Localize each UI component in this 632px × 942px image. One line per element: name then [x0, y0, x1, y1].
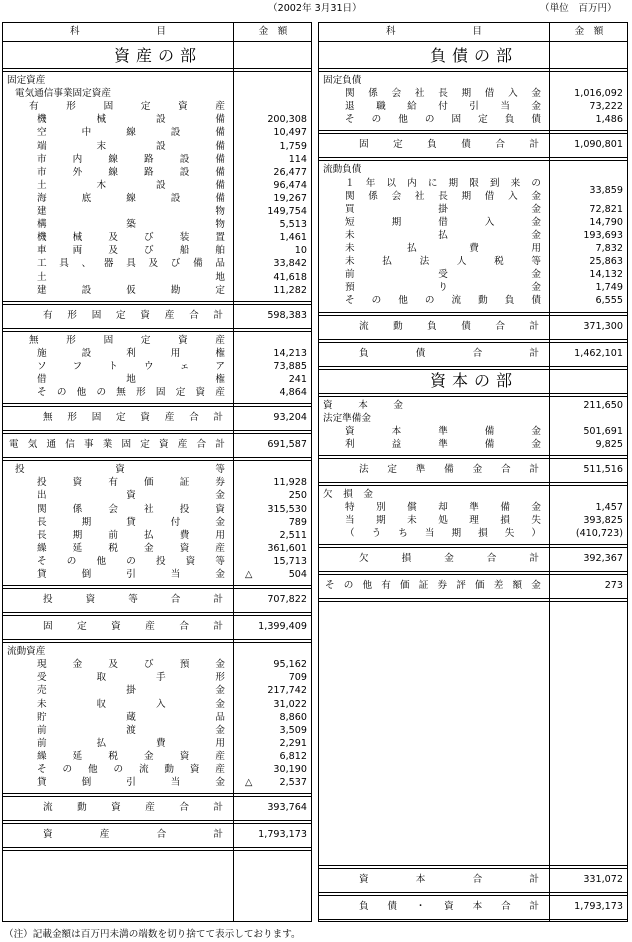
- asset-item-label: 車 両 及 び 船 舶: [37, 245, 225, 257]
- liab-item-label: 利 益 準 備 金: [345, 438, 541, 450]
- liab-item-label: 退 職 給 付 引 当 金: [345, 101, 541, 113]
- liab-item-label: 欠 損 金: [323, 488, 373, 500]
- asset-item-amount: 33,842: [273, 258, 307, 270]
- liab-item-amount: 7,832: [595, 243, 623, 254]
- asset-item-label: そ の 他 の 無 形 固 定 資 産: [37, 387, 225, 399]
- asset-item-label: 前 払 費 用: [37, 737, 225, 749]
- asset-item-amount: 2,291: [279, 737, 307, 749]
- unit-label: （単位 百万円）: [540, 3, 617, 14]
- asset-item-label: 端 末 設 備: [37, 140, 225, 152]
- liab-item-label: 預 り 金: [345, 282, 541, 294]
- asset-item-label: 構 築 物: [37, 219, 225, 231]
- liab-item-label: そ の 他 の 固 定 負 債: [345, 114, 541, 126]
- asset-item-amount: 96,474: [273, 179, 307, 191]
- liab-item-amount: 14,132: [589, 269, 623, 281]
- liab-total-amount: 1,090,801: [574, 139, 623, 151]
- asset-item-label: 市 内 線 路 設 備: [37, 153, 225, 165]
- liab-heading: 法定準備金: [323, 412, 371, 424]
- row-divider: [319, 865, 627, 869]
- asset-total-label: 投 資 等 合 計: [43, 594, 223, 606]
- asset-item-amount: 26,477: [273, 166, 307, 178]
- row-divider: [3, 301, 311, 305]
- asset-total-amount: 707,822: [267, 594, 307, 606]
- negative-mark: △: [245, 777, 253, 789]
- asset-item-amount: 10: [294, 245, 307, 257]
- capital-total-amount: 331,072: [583, 874, 623, 885]
- liab-total-amount: 392,367: [583, 553, 623, 565]
- row-divider: [319, 919, 627, 922]
- asset-item-amount: 41,618: [273, 271, 307, 283]
- column-header-subject: 科 目: [386, 26, 482, 37]
- amount-column-divider: [233, 23, 234, 921]
- asset-item-label: 建 設 仮 勘 定: [37, 284, 225, 296]
- asset-item-label: 機 械 設 備: [37, 114, 225, 126]
- asset-item-label: 投 資 等: [15, 464, 225, 476]
- liab-item-amount: 6,555: [595, 295, 623, 307]
- asset-item-amount: 11,282: [273, 284, 307, 296]
- negative-mark: △: [245, 569, 253, 580]
- row-divider: [319, 393, 627, 397]
- liab-item-amount: (410,723): [575, 528, 623, 540]
- row-divider: [319, 366, 627, 370]
- asset-item-amount: 315,530: [267, 503, 307, 515]
- asset-item-label: ソ フ ト ウ ェ ア: [37, 360, 225, 372]
- asset-total-amount: 691,587: [267, 439, 307, 451]
- liab-item-amount: 25,863: [589, 256, 623, 268]
- liabilities-capital-table: [318, 22, 628, 922]
- asset-item-amount: 1,461: [279, 232, 307, 244]
- asset-item-amount: 3,509: [279, 724, 307, 736]
- asset-item-label: 前 渡 金: [37, 724, 225, 736]
- row-divider: [319, 339, 627, 343]
- liab-item-amount: 33,859: [589, 184, 623, 196]
- asset-item-amount: 4,864: [279, 387, 307, 399]
- asset-item-amount: 10,497: [273, 127, 307, 139]
- liab-item-amount: 1,016,092: [574, 88, 623, 100]
- column-header-amount: 金 額: [574, 26, 604, 37]
- row-divider: [3, 585, 311, 589]
- liab-total-label: 法 定 準 備 金 合 計: [359, 463, 539, 475]
- asset-item-label: 土 地: [37, 271, 225, 283]
- row-divider: [319, 571, 627, 575]
- footnote: （注）記載金額は百万円未満の端数を切り捨てて表示しております。: [4, 929, 301, 940]
- asset-item-amount: 361,601: [267, 542, 307, 554]
- asset-item-label: そ の 他 の 流 動 資 産: [37, 764, 225, 775]
- asset-item-label: 貯 蔵 品: [37, 711, 225, 723]
- liab-item-label: 当 期 未 処 理 損 失: [345, 515, 541, 527]
- asset-total-amount: 93,204: [273, 412, 307, 424]
- assets-table: [2, 22, 312, 922]
- liab-total-label: 負 債 合 計: [359, 347, 539, 359]
- asset-item-label: 海 底 線 設 備: [37, 192, 225, 204]
- asset-item-amount: 8,860: [279, 711, 307, 723]
- asset-item-label: 土 木 設 備: [37, 179, 225, 191]
- asset-total-amount: 1,793,173: [258, 829, 307, 841]
- asset-item-amount: 217,742: [267, 685, 307, 697]
- liab-item-label: 短 期 借 入 金: [345, 216, 541, 228]
- asset-item-label: 貸 倒 引 当 金: [37, 777, 225, 789]
- asset-item-label: 現 金 及 び 預 金: [37, 659, 225, 671]
- liab-section-title: 負債の部: [429, 46, 518, 65]
- asset-item-label: 長 期 貸 付 金: [37, 516, 225, 528]
- asset-item-amount: 95,162: [273, 659, 307, 671]
- asset-item-amount: 19,267: [273, 192, 307, 204]
- row-divider: [3, 639, 311, 643]
- liab-item-amount: 393,825: [583, 515, 623, 527]
- asset-item-amount: 241: [288, 374, 307, 385]
- row-divider: [3, 68, 311, 72]
- asset-item-amount: 5,513: [279, 219, 307, 231]
- liab-total-amount: 1,462,101: [574, 347, 623, 359]
- liab-item-amount: 14,790: [589, 216, 623, 228]
- liab-total-label: 流 動 負 債 合 計: [359, 320, 539, 332]
- liab-item-amount: 73,222: [589, 101, 623, 113]
- asset-item-label: 市 外 線 路 設 備: [37, 166, 225, 178]
- asset-total-label: 資 産 合 計: [43, 829, 223, 841]
- liab-item-amount: 1,749: [595, 282, 623, 294]
- row-divider: [3, 612, 311, 616]
- row-divider: [319, 41, 627, 42]
- asset-item-amount: 200,308: [267, 114, 307, 126]
- asset-total-label: 固 定 資 産 合 計: [43, 621, 223, 633]
- asset-section-title: 資産の部: [113, 46, 202, 65]
- asset-item-amount: 31,022: [273, 698, 307, 710]
- amount-column-divider: [549, 23, 550, 921]
- asset-item-amount: 709: [288, 672, 307, 684]
- asset-item-label: そ の 他 の 投 資 等: [37, 555, 225, 567]
- liab-total-amount: 511,516: [583, 463, 623, 475]
- row-divider: [319, 598, 627, 602]
- asset-total-label: 電 気 通 信 事 業 固 定 資 産 合 計: [9, 439, 225, 451]
- asset-item-label: 空 中 線 設 備: [37, 127, 225, 139]
- column-header-subject: 科 目: [70, 26, 166, 37]
- row-divider: [3, 820, 311, 824]
- liab-item-label: 関 係 会 社 長 期 借 入 金: [345, 190, 541, 202]
- asset-item-label: 無 形 固 定 資 産: [29, 334, 225, 346]
- asset-item-amount: 2,511: [279, 529, 307, 541]
- row-divider: [319, 130, 627, 134]
- row-divider: [3, 430, 311, 434]
- asset-total-label: 流 動 資 産 合 計: [43, 802, 223, 814]
- asset-heading: 流動資産: [7, 646, 46, 658]
- asset-heading: 固定資産: [7, 75, 46, 86]
- asset-item-amount: 14,213: [273, 347, 307, 359]
- row-divider: [319, 455, 627, 459]
- report-date: （2002年 3月31日）: [268, 3, 362, 14]
- liab-item-label: （ う ち 当 期 損 失 ）: [345, 528, 541, 540]
- liab-total-label: 欠 損 金 合 計: [359, 553, 539, 565]
- asset-item-amount: 789: [288, 516, 307, 528]
- row-divider: [3, 793, 311, 797]
- liab-item-amount: 9,825: [595, 438, 623, 450]
- liab-item-label: 資 本 金: [323, 399, 403, 411]
- capital-total-label: 負 債 ・ 資 本 合 計: [359, 901, 539, 912]
- liab-total-label: そ の 他 有 価 証 券 評 価 差 額 金: [325, 580, 541, 592]
- asset-item-label: 施 設 利 用 権: [37, 347, 225, 359]
- liab-section-title: 資本の部: [429, 370, 518, 390]
- capital-total-label: 資 本 合 計: [359, 874, 539, 885]
- asset-item-amount: 30,190: [273, 764, 307, 775]
- asset-item-amount: 15,713: [273, 555, 307, 567]
- liab-item-label: そ の 他 の 流 動 負 債: [345, 295, 541, 307]
- liab-item-label: 未 払 金: [345, 229, 541, 241]
- liab-item-label: 未 払 費 用: [345, 243, 541, 254]
- asset-item-label: 未 収 入 金: [37, 698, 225, 710]
- asset-item-label: 工 具 、 器 具 及 び 備 品: [37, 258, 225, 270]
- asset-item-label: 長 期 前 払 費 用: [37, 529, 225, 541]
- asset-item-label: 売 掛 金: [37, 685, 225, 697]
- asset-total-label: 無 形 固 定 資 産 合 計: [43, 412, 223, 424]
- row-divider: [319, 68, 627, 72]
- liab-item-label: 買 掛 金: [345, 203, 541, 215]
- asset-item-label: 借 地 権: [37, 374, 225, 385]
- row-divider: [3, 847, 311, 851]
- asset-item-label: 繰 延 税 金 資 産: [37, 542, 225, 554]
- asset-item-amount: 250: [288, 490, 307, 502]
- liab-total-amount: 273: [604, 580, 623, 592]
- asset-heading: 電気通信事業固定資産: [15, 88, 111, 100]
- asset-item-amount: 114: [288, 153, 307, 165]
- row-divider: [3, 457, 311, 461]
- asset-item-amount: 73,885: [273, 360, 307, 372]
- liab-item-label: 前 受 金: [345, 269, 541, 281]
- liab-item-label: 特 別 償 却 準 備 金: [345, 502, 541, 513]
- capital-total-amount: 1,793,173: [574, 901, 623, 912]
- asset-item-label: 出 資 金: [37, 490, 225, 502]
- asset-total-label: 有 形 固 定 資 産 合 計: [43, 309, 223, 321]
- asset-item-label: 貸 倒 引 当 金: [37, 569, 225, 580]
- row-divider: [319, 544, 627, 548]
- row-divider: [3, 403, 311, 407]
- liab-item-label: 資 本 準 備 金: [345, 425, 541, 437]
- liab-heading: 固定負債: [323, 75, 362, 86]
- column-header-amount: 金 額: [258, 26, 288, 37]
- row-divider: [319, 482, 627, 486]
- liab-total-label: 固 定 負 債 合 計: [359, 139, 539, 151]
- asset-total-amount: 598,383: [267, 309, 307, 321]
- row-divider: [319, 157, 627, 161]
- row-divider: [319, 892, 627, 896]
- asset-item-label: 関 係 会 社 投 資: [37, 503, 225, 515]
- asset-item-amount: 504: [288, 569, 307, 580]
- asset-item-label: 受 取 手 形: [37, 672, 225, 684]
- liab-item-label: 関 係 会 社 長 期 借 入 金: [345, 88, 541, 100]
- liab-item-amount: 211,650: [583, 399, 623, 411]
- liab-item-label: １ 年 以 内 に 期 限 到 来 の: [345, 177, 541, 189]
- liab-item-amount: 1,486: [595, 114, 623, 126]
- asset-total-amount: 393,764: [267, 802, 307, 814]
- asset-item-label: 有 形 固 定 資 産: [29, 101, 225, 113]
- asset-item-amount: 11,928: [273, 477, 307, 489]
- asset-item-label: 投 資 有 価 証 券: [37, 477, 225, 489]
- liab-item-amount: 501,691: [583, 425, 623, 437]
- liab-total-amount: 371,300: [583, 320, 623, 332]
- liab-item-amount: 72,821: [589, 203, 623, 215]
- asset-item-label: 繰 延 税 金 資 産: [37, 750, 225, 762]
- asset-item-label: 建 物: [37, 206, 225, 217]
- asset-item-amount: 6,812: [279, 750, 307, 762]
- row-divider: [3, 41, 311, 42]
- liab-item-label: 未 払 法 人 税 等: [345, 256, 541, 268]
- asset-item-amount: 1,759: [279, 140, 307, 152]
- liab-heading: 流動負債: [323, 164, 362, 176]
- row-divider: [319, 312, 627, 316]
- asset-item-label: 機 械 及 び 装 置: [37, 232, 225, 244]
- asset-total-amount: 1,399,409: [258, 621, 307, 633]
- liab-item-amount: 193,693: [583, 229, 623, 241]
- liab-item-amount: 1,457: [595, 502, 623, 513]
- row-divider: [3, 328, 311, 332]
- asset-item-amount: 2,537: [279, 777, 307, 789]
- asset-item-amount: 149,754: [267, 206, 307, 217]
